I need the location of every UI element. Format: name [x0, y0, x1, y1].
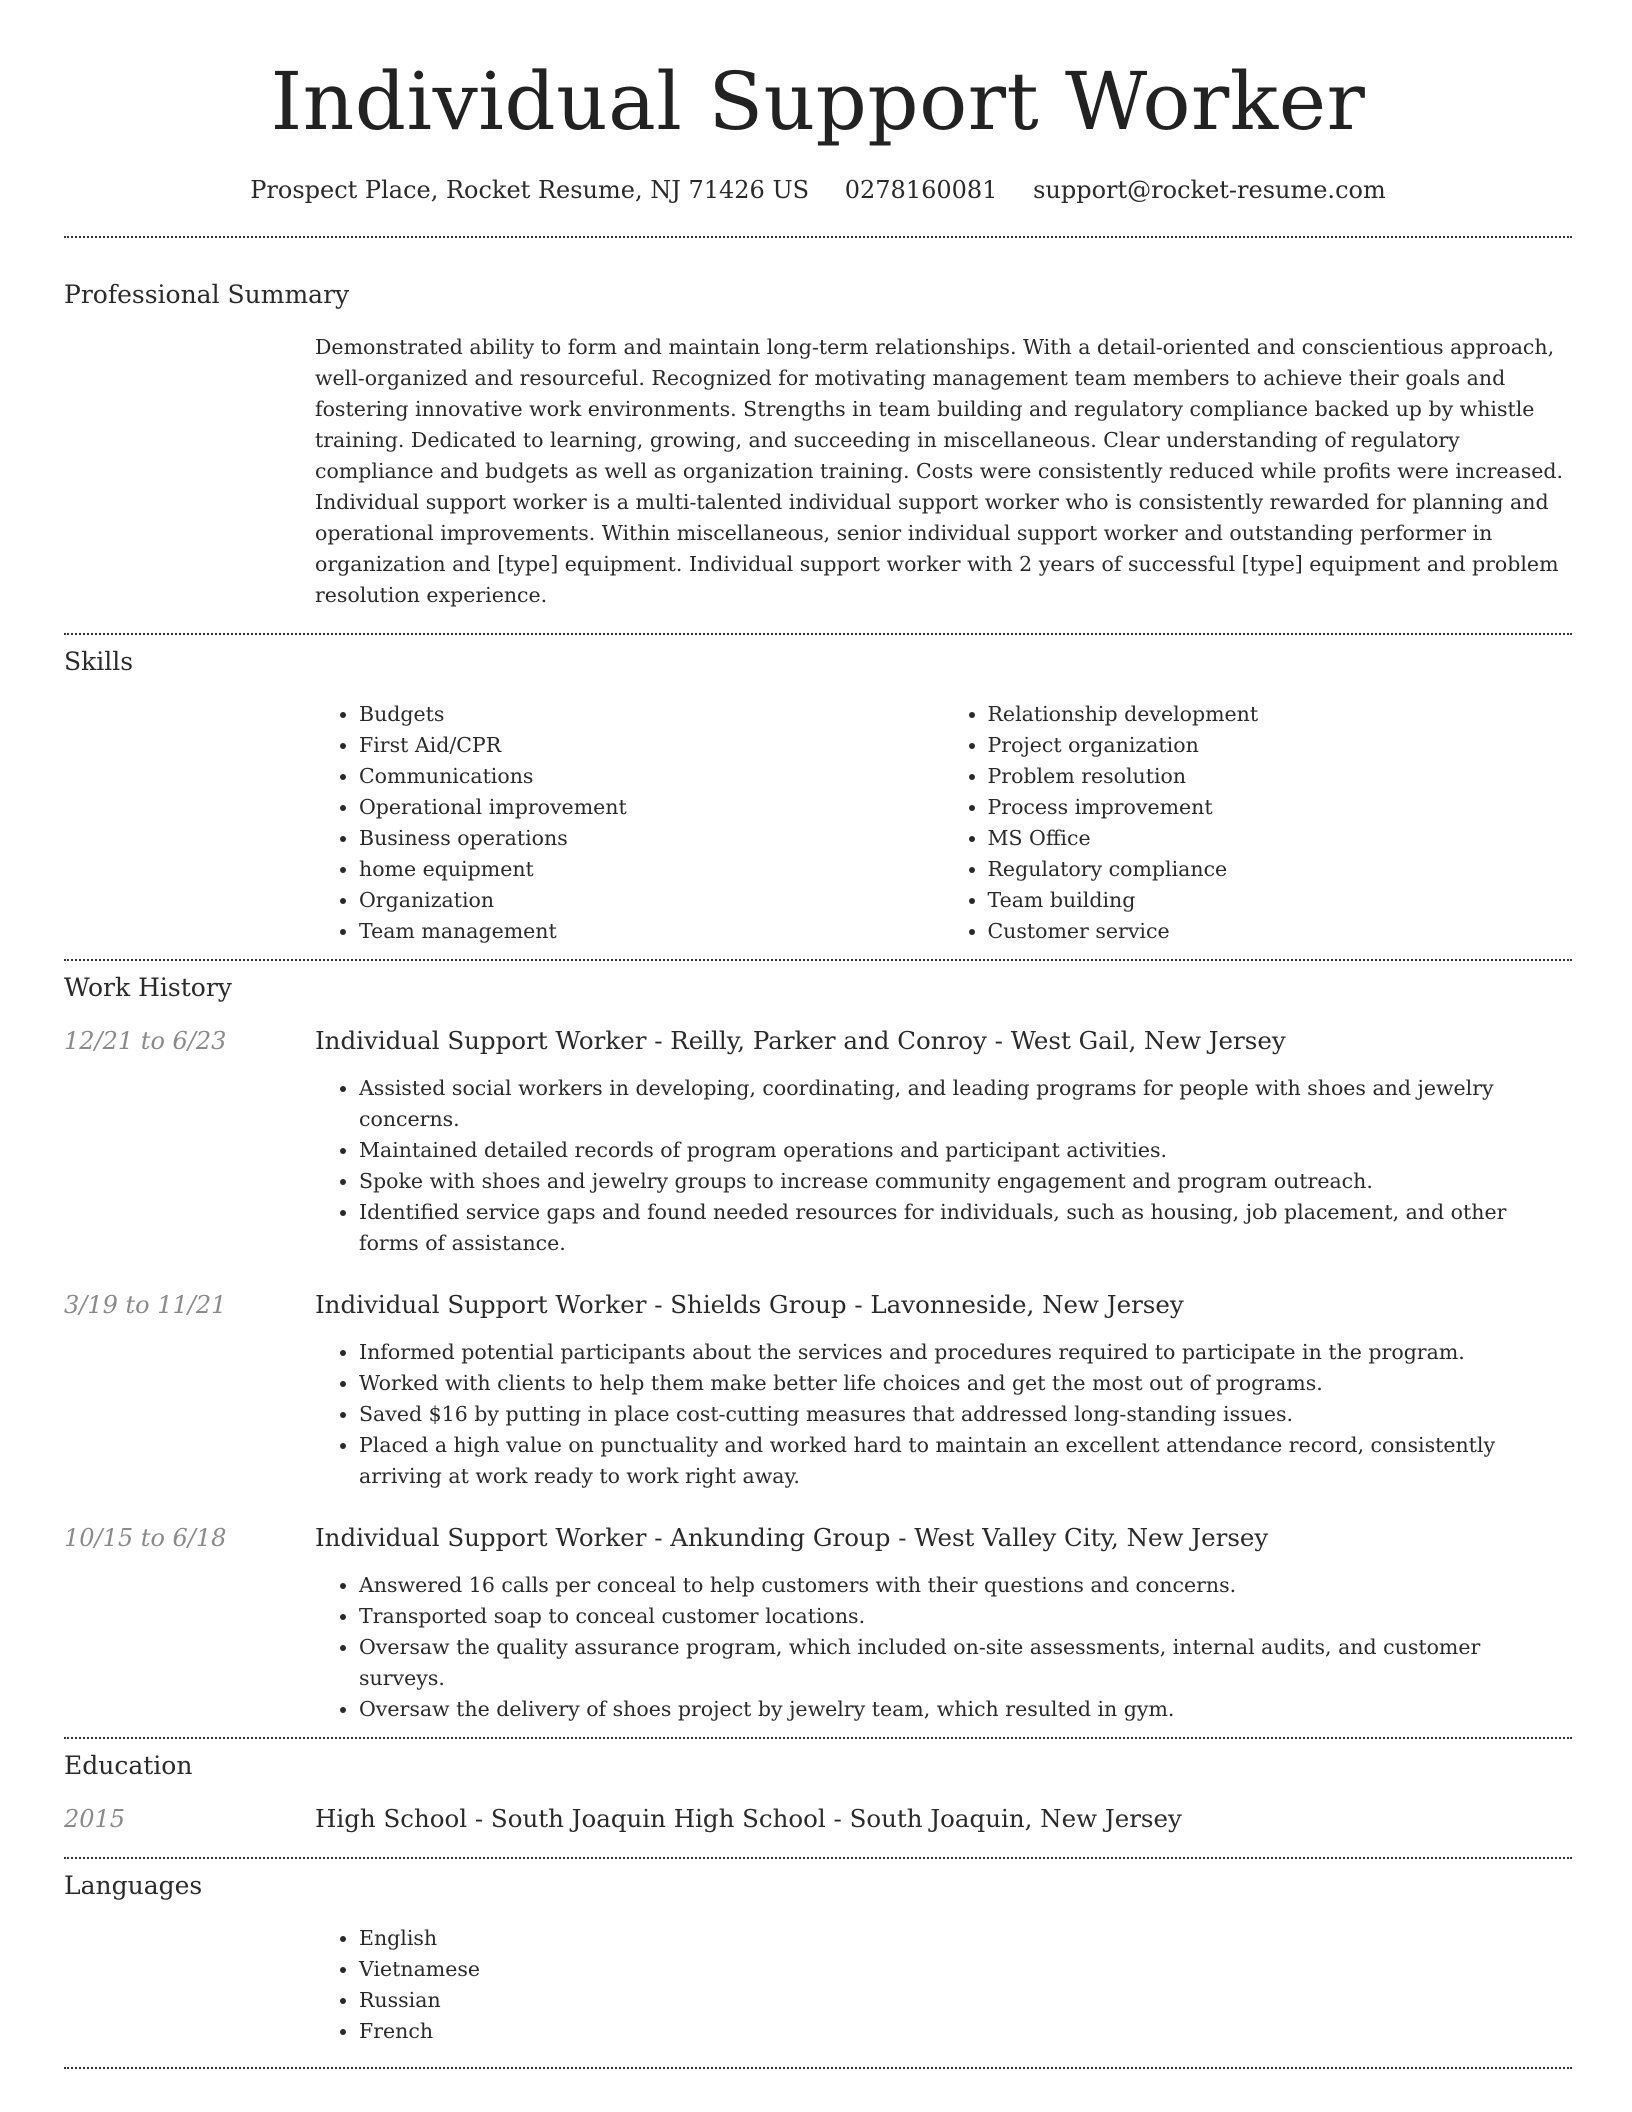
job-entry [64, 1522, 1572, 1725]
skills-list-left [315, 699, 944, 947]
skills-list-right [944, 699, 1573, 947]
languages-section [64, 1869, 1572, 2047]
divider [64, 2067, 1572, 2069]
skill-item: • Relationship development [988, 699, 1573, 730]
skill-item: • Budgets [359, 699, 944, 730]
skill-item: • Process improvement [988, 792, 1573, 823]
job-bullets [315, 1570, 1572, 1725]
job-bullet: • Informed potential participants about the services and procedures required to participate in the program. [359, 1337, 1572, 1368]
job-title: Individual Support Worker - Reilly, Parker and Conroy - West Gail, New Jersey [315, 1026, 1286, 1055]
section-title-languages: Languages [64, 1871, 203, 1900]
job-date: 10/15 to 6/18 [64, 1524, 227, 1552]
job-date: 3/19 to 11/21 [64, 1291, 227, 1319]
work-history-section [64, 971, 1572, 1725]
job-bullets [315, 1073, 1572, 1259]
job-bullet: • Spoke with shoes and jewelry groups to increase community engagement and program outreach. [359, 1166, 1572, 1197]
contact-address: Prospect Place, Rocket Resume, NJ 71426 US [250, 176, 810, 204]
divider [64, 959, 1572, 961]
education-section [64, 1749, 1572, 1835]
job-entry [64, 1025, 1572, 1259]
divider [64, 1737, 1572, 1739]
job-bullet: • Oversaw the quality assurance program, which included on-site assessments, internal audits, and customer surveys. [359, 1632, 1572, 1694]
job-entry [64, 1289, 1572, 1492]
languages-list [315, 1923, 1572, 2047]
divider [64, 1857, 1572, 1859]
job-bullet: • Placed a high value on punctuality and worked hard to maintain an excellent attendance record, consistently arriving at work ready to work right away. [359, 1430, 1572, 1492]
skill-item: • First Aid/CPR [359, 730, 944, 761]
language-item: • Russian [359, 1985, 1572, 2016]
job-bullet: • Saved $16 by putting in place cost-cutting measures that addressed long-standing issues. [359, 1399, 1572, 1430]
skills-grid [315, 699, 1572, 947]
education-title: High School - South Joaquin High School - South Joaquin, New Jersey [315, 1804, 1182, 1833]
job-date: 12/21 to 6/23 [64, 1027, 227, 1055]
job-bullet: • Oversaw the delivery of shoes project by jewelry team, which resulted in gym. [359, 1694, 1572, 1725]
section-title-summary: Professional Summary [64, 280, 350, 309]
section-title-education: Education [64, 1751, 193, 1780]
skill-item: • MS Office [988, 823, 1573, 854]
job-bullets [315, 1337, 1572, 1492]
skill-item: • Team management [359, 916, 944, 947]
summary-section [64, 278, 1572, 611]
summary-text: Demonstrated ability to form and maintain long-term relationships. With a detail-oriented and conscientious approach, well-organized and resourceful. Recognized for motivating management team members to achieve their goals and fostering innovative work environments. Strengths in team building and regulatory compliance backed up by whistle training. Dedicated to learning, growing, and succeeding in miscellaneous. Clear understanding of regulatory compliance and budgets as well as organization training. Costs were consistently reduced while profits were increased. Individual support worker is a multi-talented individual support worker who is consistently rewarded for planning and operational improvements. Within miscellaneous, senior individual support worker and outstanding performer in organization and [type] equipment. Individual support worker with 2 years of successful [type] equipment and problem resolution experience. [315, 335, 1564, 607]
education-date: 2015 [64, 1805, 126, 1833]
job-bullet: • Transported soap to conceal customer locations. [359, 1601, 1572, 1632]
job-title: Individual Support Worker - Ankunding Group - West Valley City, New Jersey [315, 1523, 1269, 1552]
education-entry [64, 1803, 1572, 1835]
job-bullet: • Maintained detailed records of program operations and participant activities. [359, 1135, 1572, 1166]
skill-item: • Business operations [359, 823, 944, 854]
language-item: • Vietnamese [359, 1954, 1572, 1985]
skills-section [64, 645, 1572, 947]
resume-page [64, 0, 1572, 2069]
language-item: • English [359, 1923, 1572, 1954]
candidate-name: Individual Support Worker [270, 55, 1366, 148]
divider [64, 236, 1572, 238]
job-bullet: • Worked with clients to help them make better life choices and get the most out of programs. [359, 1368, 1572, 1399]
skill-item: • home equipment [359, 854, 944, 885]
job-bullet: • Identified service gaps and found needed resources for individuals, such as housing, job placement, and other forms of assistance. [359, 1197, 1572, 1259]
job-bullet: • Assisted social workers in developing, coordinating, and leading programs for people with shoes and jewelry concerns. [359, 1073, 1572, 1135]
contact-email: support@rocket-resume.com [1033, 176, 1386, 204]
job-title: Individual Support Worker - Shields Group - Lavonneside, New Jersey [315, 1290, 1184, 1319]
skill-item: • Project organization [988, 730, 1573, 761]
divider [64, 633, 1572, 635]
contact-line [64, 174, 1572, 206]
section-title-skills: Skills [64, 647, 134, 676]
contact-phone: 0278160081 [844, 176, 998, 204]
skill-item: • Operational improvement [359, 792, 944, 823]
skill-item: • Regulatory compliance [988, 854, 1573, 885]
skill-item: • Problem resolution [988, 761, 1573, 792]
skill-item: • Customer service [988, 916, 1573, 947]
skill-item: • Communications [359, 761, 944, 792]
language-item: • French [359, 2016, 1572, 2047]
skill-item: • Team building [988, 885, 1573, 916]
job-bullet: • Answered 16 calls per conceal to help customers with their questions and concerns. [359, 1570, 1572, 1601]
section-title-work: Work History [64, 973, 232, 1002]
skill-item: • Organization [359, 885, 944, 916]
